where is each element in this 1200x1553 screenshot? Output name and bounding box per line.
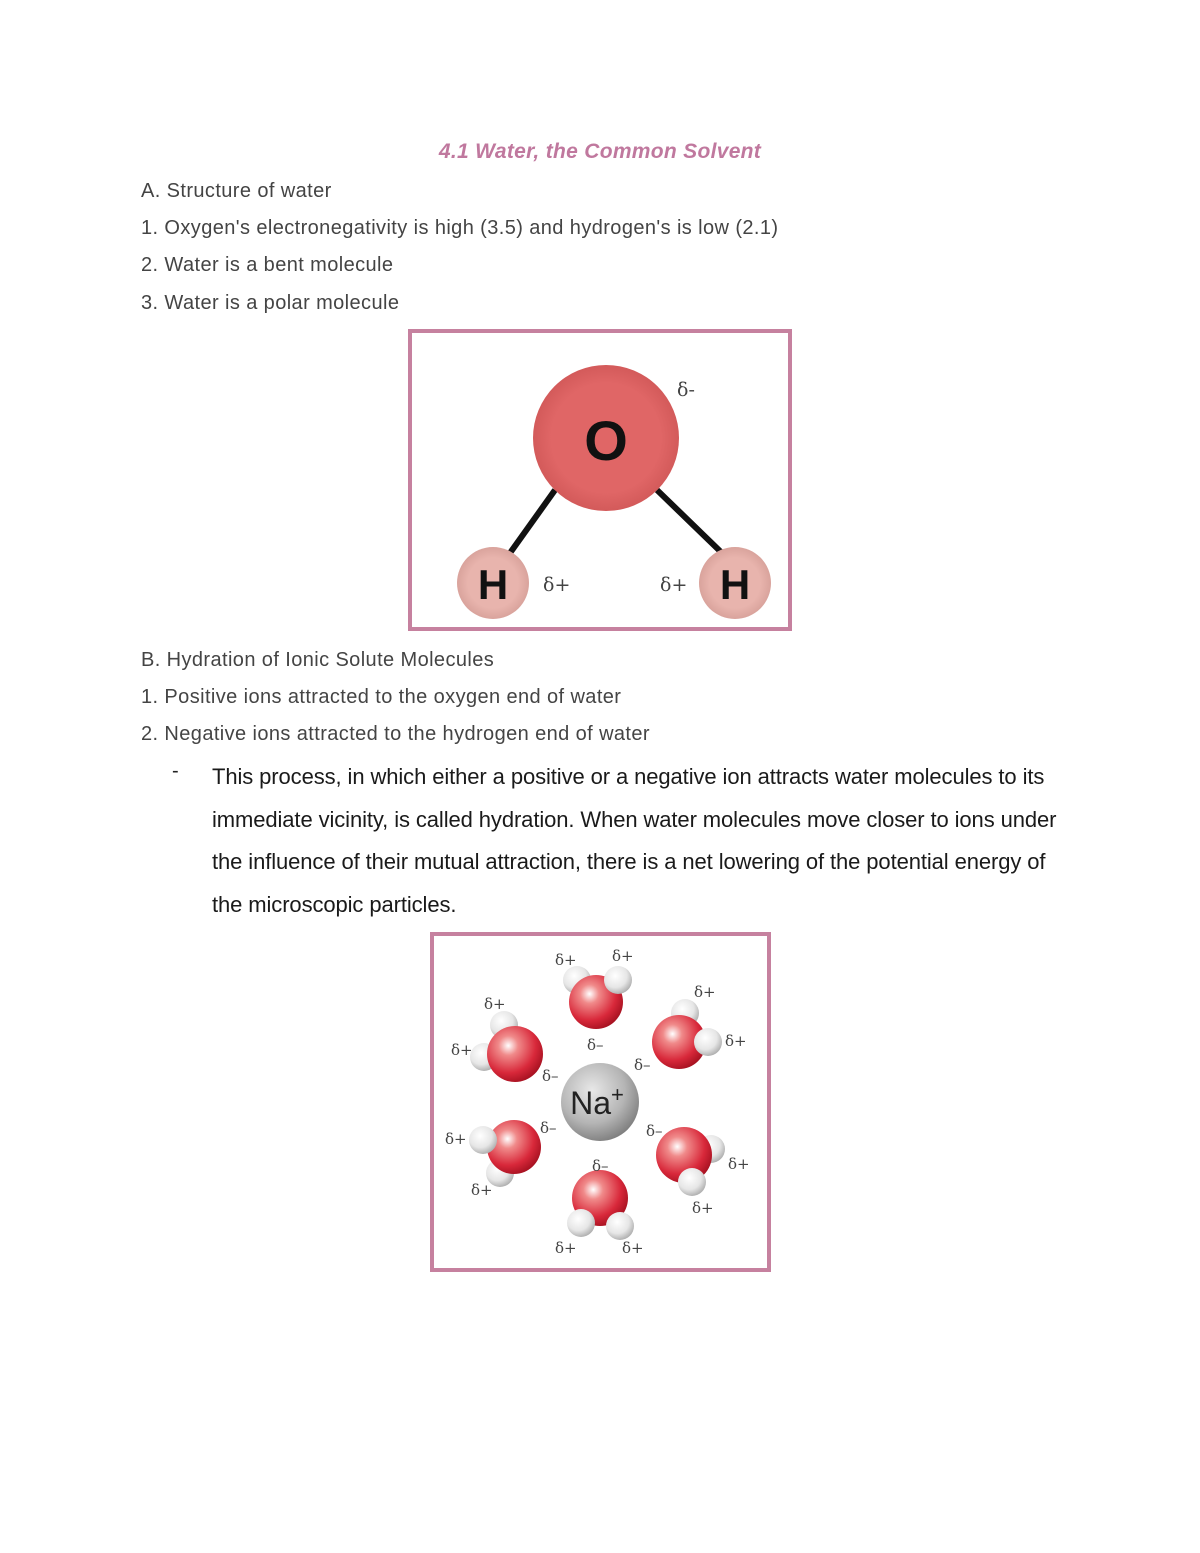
hydrogen-right-label: H	[719, 561, 751, 608]
charge-label: δ+	[692, 1199, 714, 1217]
hydrogen-left-label: H	[477, 561, 509, 608]
charge-label: δ–	[587, 1036, 604, 1054]
section-a-item-1: 1. Oxygen's electronegativity is high (3.5) and hydrogen's is low (2.1)	[141, 217, 779, 239]
section-a-item-3: 3. Water is a polar molecule	[141, 292, 400, 314]
bullet-marker: -	[172, 760, 179, 782]
charge-label: δ–	[634, 1056, 651, 1074]
charge-label: δ–	[542, 1067, 559, 1085]
hydrogen-atom	[604, 966, 632, 994]
page-title: 4.1 Water, the Common Solvent	[438, 140, 762, 163]
oxygen-charge: δ-	[677, 379, 695, 401]
hydrogen-atom	[694, 1028, 722, 1056]
charge-label: δ+	[484, 995, 506, 1013]
hydration-figure	[430, 932, 771, 1272]
charge-label: δ–	[540, 1119, 557, 1137]
charge-label: δ+	[728, 1155, 750, 1173]
hydration-paragraph: This process, in which either a positive or a negative ion attracts water molecules to its immediate vicinity, is called hydration. When water molecules move closer to ions under the influence of their mutual attraction, there is a net lowering of the potential energy of the microscopic particles.	[212, 764, 1057, 917]
hydrogen-atom	[678, 1168, 706, 1196]
bond-left	[510, 490, 555, 553]
hydrogen-atom	[606, 1212, 634, 1240]
section-a-item-2: 2. Water is a bent molecule	[141, 254, 394, 276]
charge-label: δ+	[725, 1032, 747, 1050]
charge-label: δ–	[646, 1122, 663, 1140]
charge-label: δ+	[622, 1239, 644, 1257]
water-molecule-figure	[408, 329, 792, 631]
section-a-heading: A. Structure of water	[141, 180, 332, 202]
section-b-heading: B. Hydration of Ionic Solute Molecules	[141, 649, 495, 671]
charge-label: δ+	[694, 983, 716, 1001]
bond-right	[657, 490, 722, 553]
charge-label: δ+	[555, 1239, 577, 1257]
sodium-label: Na+	[570, 1082, 624, 1121]
section-b-item-2: 2. Negative ions attracted to the hydrogen end of water	[141, 723, 650, 745]
hydrogen-left-charge: δ+	[543, 574, 571, 596]
oxygen-atom	[487, 1026, 543, 1082]
hydrogen-atom	[567, 1209, 595, 1237]
hydrogen-atom	[469, 1126, 497, 1154]
section-b-item-1: 1. Positive ions attracted to the oxygen end of water	[141, 686, 622, 708]
hydrogen-right-charge: δ+	[660, 574, 688, 596]
charge-label: δ+	[555, 951, 577, 969]
charge-label: δ+	[471, 1181, 493, 1199]
charge-label: δ+	[445, 1130, 467, 1148]
oxygen-label: O	[584, 409, 628, 472]
charge-label: δ+	[612, 947, 634, 965]
charge-label: δ+	[451, 1041, 473, 1059]
charge-label: δ–	[592, 1157, 609, 1175]
